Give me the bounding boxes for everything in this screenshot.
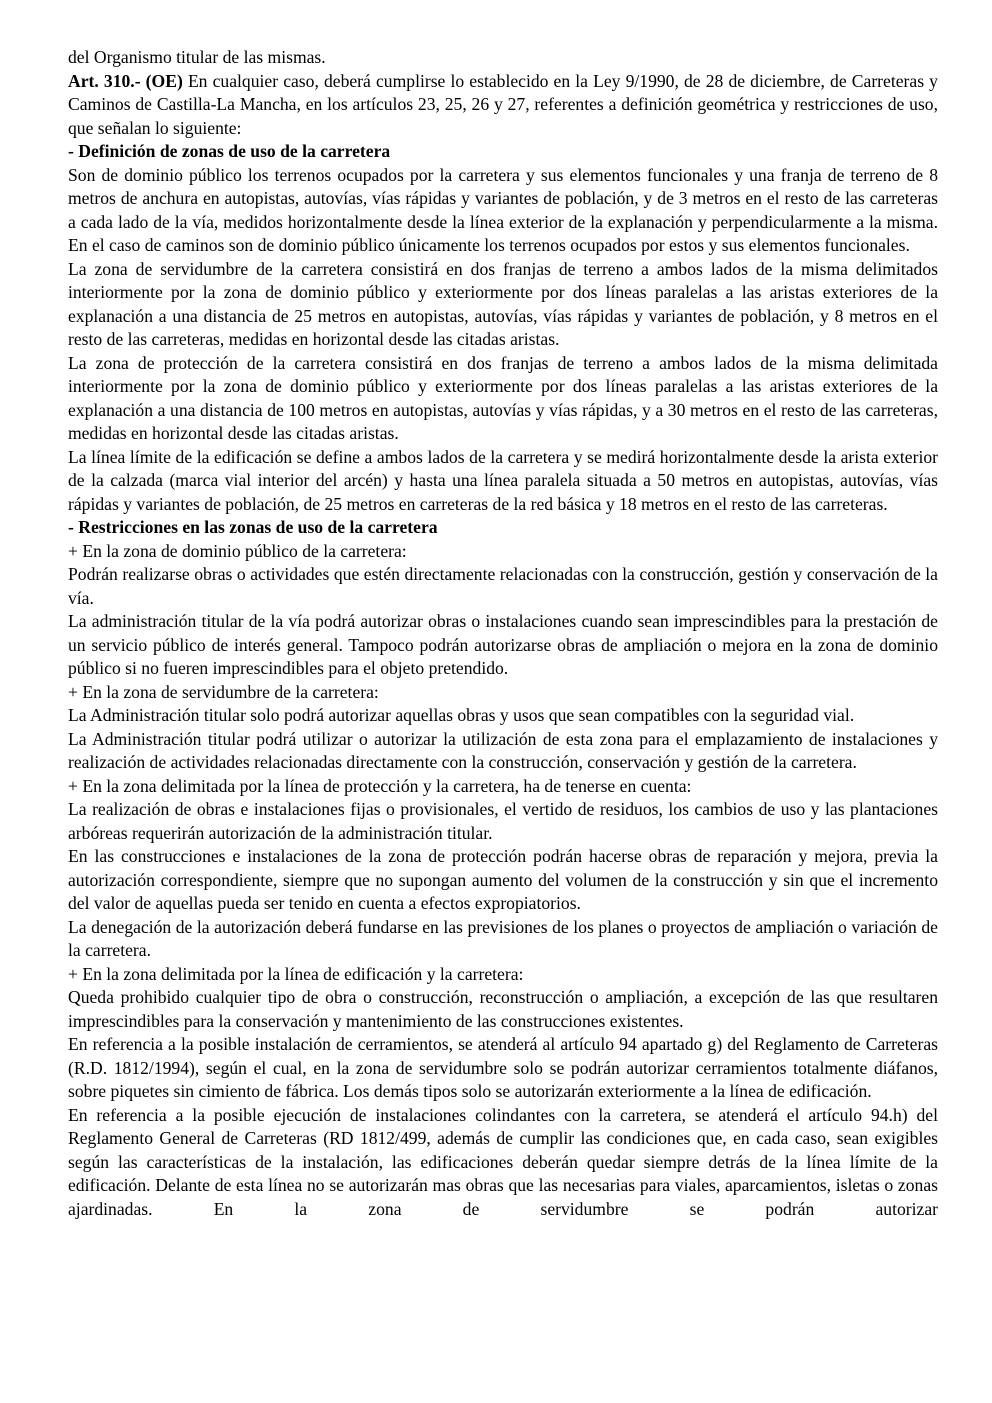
paragraph-instalacion-cerramientos: En referencia a la posible instalación de cerramientos, se atenderá al artículo 94 apartado g) del Reglamento de Carreteras (R.D. 1812/1994), según el cual, en la zona de servidumbre solo se podrán autorizar cerramientos totalmente diáfanos, sobre piquetes sin cimiento de fábrica. Los demás tipos solo se autorizarán exteriormente a la línea de edificación.: [68, 1034, 938, 1101]
article-310-body: En cualquier caso, deberá cumplirse lo establecido en la Ley 9/1990, de 28 de diciembre, de Carreteras y Caminos de Castilla-La Mancha, en los artículos 23, 25, 26 y 27, referentes a definición geométrica y restricciones de uso, que señalan lo siguiente:: [68, 70, 938, 138]
paragraph-zona-servidumbre-definicion: La zona de servidumbre de la carretera consistirá en dos franjas de terreno a ambos lados de la misma delimitados interiormente por la zona de dominio público y exteriormente por dos líneas paralelas a las aristas exteriores de la explanación a una distancia de 25 metros en autopistas, autovías, vías rápidas y variantes de población, y 8 metros en el resto de las carreteras, medidas en horizontal desde las citadas aristas.: [68, 258, 938, 349]
heading-definicion-zonas: - Definición de zonas de uso de la carretera: [68, 141, 391, 161]
bullet-zona-linea-proteccion: + En la zona delimitada por la línea de protección y la carretera, ha de tenerse en cuenta:: [68, 775, 692, 796]
paragraph-administracion-titular-via: La administración titular de la vía podrá autorizar obras o instalaciones cuando sean imprescindibles para la prestación de un servicio público de interés general. Tampoco podrán autorizarse obras de ampliación o mejora en la zona de dominio público si no fueren imprescindibles para el objeto pretendido.: [68, 611, 938, 678]
article-310-paragraph: [68, 70, 938, 141]
paragraph-construcciones-zona-proteccion: En las construcciones e instalaciones de la zona de protección podrán hacerse obras de reparación y mejora, previa la autorización correspondiente, siempre que no supongan aumento del volumen de la construcción y sin que el incremento del valor de aquellas pueda ser tenido en cuenta a efectos expropiatorios.: [68, 846, 938, 913]
paragraph-obras-actividades-relacionadas: Podrán realizarse obras o actividades que estén directamente relacionadas con la construcción, gestión y conservación de la vía.: [68, 564, 938, 608]
bullet-zona-servidumbre: + En la zona de servidumbre de la carretera:: [68, 681, 379, 702]
paragraph-linea-limite-edificacion: La línea límite de la edificación se define a ambos lados de la carretera y se medirá horizontalmente desde la arista exterior de la calzada (marca vial interior del arcén) y hasta una línea paralela situada a 50 metros en autopistas, autovías, vías rápidas y variantes de población, de 25 metros en carreteras de la red básica y 18 metros en el resto de las carreteras.: [68, 446, 938, 514]
paragraph-emplazamiento-instalaciones: La Administración titular podrá utilizar o autorizar la utilización de esta zona para el emplazamiento de instalaciones y realización de actividades relacionadas directamente con la construcción, conservación y gestión de la carretera.: [68, 728, 938, 772]
bullet-zona-dominio-publico: + En la zona de dominio público de la carretera:: [68, 540, 407, 561]
paragraph-dominio-publico-definicion: Son de dominio público los terrenos ocupados por la carretera y sus elementos funcionales y una franja de terreno de 8 metros de anchura en autopistas, autovías, vías rápidas y variantes de población, y de 3 metros en el resto de las carreteras a cada lado de la vía, medidos horizontalmente desde la línea exterior de la explanación y perpendicularmente a la misma. En el caso de caminos son de dominio público únicamente los terrenos ocupados por estos y sus elementos funcionales.: [68, 164, 938, 255]
document-text-body: [68, 46, 938, 1221]
paragraph-denegacion-autorizacion: La denegación de la autorización deberá fundarse en las previsiones de los planes o proyectos de ampliación o variación de la carretera.: [68, 916, 938, 960]
paragraph-continuation: del Organismo titular de las mismas.: [68, 47, 326, 67]
paragraph-zona-proteccion-definicion: La zona de protección de la carretera consistirá en dos franjas de terreno a ambos lados de la misma delimitada interiormente por la zona de dominio público y exteriormente por dos líneas paralelas a las aristas exteriores de la explanación a una distancia de 100 metros en autopistas, autovías y vías rápidas, y a 30 metros en el resto de las carreteras, medidas en horizontal desde las citadas aristas.: [68, 352, 938, 443]
paragraph-obras-instalaciones-fijas: La realización de obras e instalaciones fijas o provisionales, el vertido de residuos, los cambios de uso y las plantaciones arbóreas requerirán autorización de la administración titular.: [68, 799, 938, 843]
paragraph-obras-compatibles-seguridad-vial: La Administración titular solo podrá autorizar aquellas obras y usos que sean compatibles con la seguridad vial.: [68, 705, 855, 725]
heading-restricciones-zonas: - Restricciones en las zonas de uso de la carretera: [68, 517, 438, 537]
bullet-zona-linea-edificacion: + En la zona delimitada por la línea de edificación y la carretera:: [68, 963, 524, 984]
paragraph-prohibicion-obra-construccion: Queda prohibido cualquier tipo de obra o construcción, reconstrucción o ampliación, a excepción de las que resultaren imprescindibles para la conservación y mantenimiento de las construcciones existentes.: [68, 987, 938, 1031]
paragraph-instalaciones-colindantes: En referencia a la posible ejecución de instalaciones colindantes con la carretera, se atenderá el artículo 94.h) del Reglamento General de Carreteras (RD 1812/499, además de cumplir las condiciones que, en cada caso, sean exigibles según las características de la instalación, las edificaciones deberán quedar siempre detrás de la línea límite de la edificación. Delante de esta línea no se autorizarán mas obras que las necesarias para viales, aparcamientos, isletas o zonas ajardinadas. En la zona de servidumbre se podrán autorizar: [68, 1104, 938, 1219]
article-number-label: Art. 310.- (OE): [68, 70, 183, 91]
